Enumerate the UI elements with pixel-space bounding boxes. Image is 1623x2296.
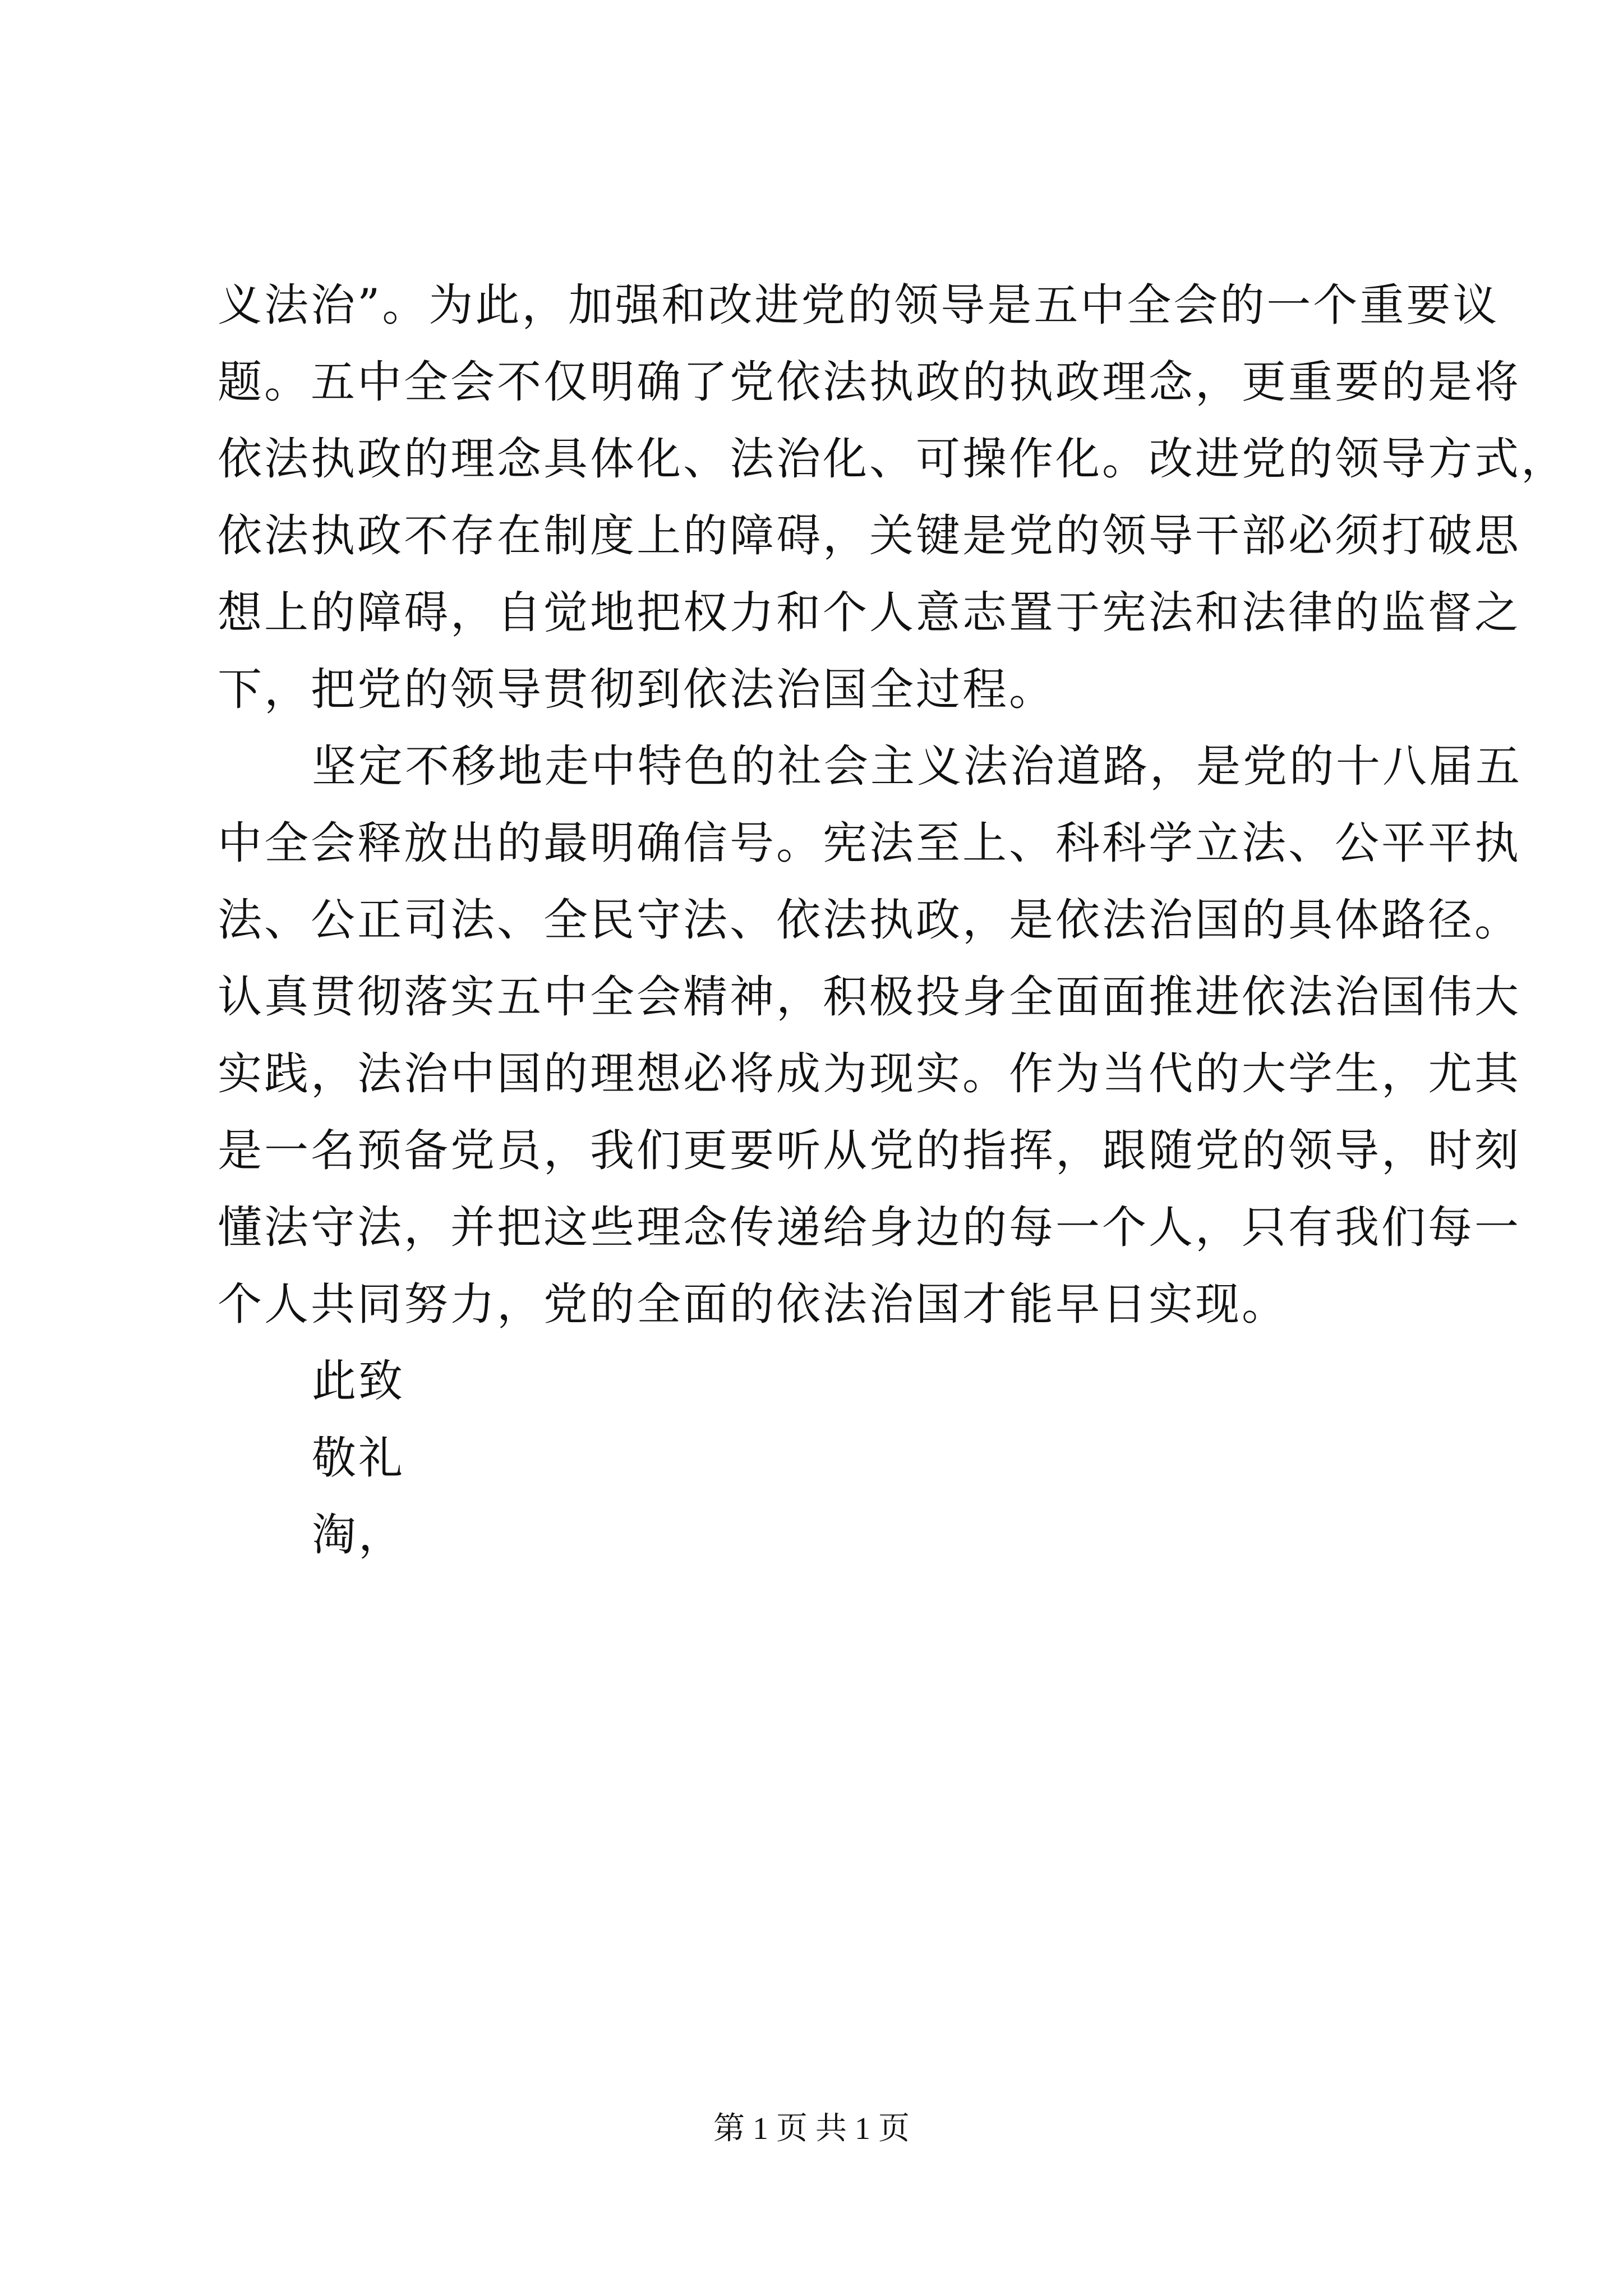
paragraph-line: 题。五中全会不仅明确了党依法执政的执政理念，更重要的是将 (218, 356, 1521, 408)
letter-body (218, 267, 1567, 1573)
paragraph-line: 法、公正司法、全民守法、依法执政，是依法治国的具体路径。 (218, 894, 1521, 946)
paragraph-1 (218, 267, 1567, 728)
paragraph-line: 中全会释放出的最明确信号。宪法至上、科科学立法、公平平执 (218, 817, 1521, 869)
paragraph-line: 依法执政不存在制度上的障碍，关键是党的领导干部必须打破思 (218, 510, 1521, 562)
page-footer: 第 1 页 共 1 页 (713, 2111, 910, 2146)
paragraph-line: 是一名预备党员，我们更要听从党的指挥，跟随党的领导，时刻 (218, 1125, 1521, 1176)
paragraph-line: 义法治”。为此，加强和改进党的领导是五中全会的一个重要议 (218, 279, 1500, 331)
paragraph-2 (218, 728, 1522, 1343)
signature: 淘， (312, 1509, 405, 1561)
paragraph-line: 下，把党的领导贯彻到依法治国全过程。 (218, 664, 1055, 715)
paragraph-line: 坚定不移地走中特色的社会主义法治道路，是党的十八届五 (312, 740, 1522, 792)
paragraph-line: 认真贯彻落实五中全会精神，积极投身全面面推进依法治国伟大 (218, 971, 1521, 1023)
letter-closing (218, 1343, 1418, 1573)
paragraph-line: 想上的障碍，自觉地把权力和个人意志置于宪法和法律的监督之 (218, 587, 1521, 638)
salutation-ci-zhi: 此致 (312, 1355, 405, 1407)
salutation-jing-li: 敬礼 (312, 1432, 405, 1484)
paragraph-line: 实践，法治中国的理想必将成为现实。作为当代的大学生，尤其 (218, 1048, 1521, 1099)
paragraph-line: 懂法守法，并把这些理念传递给身边的每一个人，只有我们每一 (218, 1202, 1521, 1253)
paragraph-line: 依法执政的理念具体化、法治化、可操作化。改进党的领导方式， (218, 433, 1567, 485)
paragraph-line: 个人共同努力，党的全面的依法治国才能早日实现。 (218, 1278, 1288, 1330)
